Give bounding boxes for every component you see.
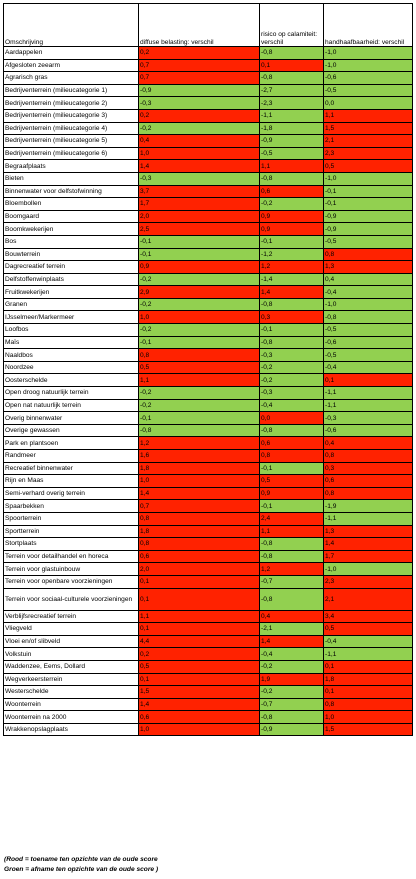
cell-handhaafbaarheid: -0,1 xyxy=(324,198,413,211)
table-row xyxy=(4,311,413,324)
table-row xyxy=(4,286,413,299)
table-row xyxy=(4,424,413,437)
cell-handhaafbaarheid: -0,9 xyxy=(324,223,413,236)
cell-diffuse-belasting: 1,4 xyxy=(139,487,260,500)
cell-risico-op-calamiteit: 0,3 xyxy=(260,311,324,324)
table-row xyxy=(4,122,413,135)
table-row xyxy=(4,673,413,686)
cell-risico-op-calamiteit: 0,9 xyxy=(260,210,324,223)
table-row xyxy=(4,648,413,661)
cell-omschrijving: Bieten xyxy=(4,172,139,185)
cell-omschrijving: Boomkwekerijen xyxy=(4,223,139,236)
cell-diffuse-belasting: -0,1 xyxy=(139,248,260,261)
cell-diffuse-belasting: 1,1 xyxy=(139,610,260,623)
cell-risico-op-calamiteit: -0,2 xyxy=(260,660,324,673)
cell-diffuse-belasting: 0,2 xyxy=(139,648,260,661)
table-row xyxy=(4,450,413,463)
cell-omschrijving: Terrein voor glastuinbouw xyxy=(4,563,139,576)
cell-omschrijving: Recreatief binnenwater xyxy=(4,462,139,475)
cell-risico-op-calamiteit: -0,7 xyxy=(260,698,324,711)
cell-risico-op-calamiteit: 0,6 xyxy=(260,185,324,198)
cell-handhaafbaarheid: -0,1 xyxy=(324,185,413,198)
cell-risico-op-calamiteit: -0,8 xyxy=(260,72,324,85)
cell-diffuse-belasting: 0,1 xyxy=(139,575,260,588)
cell-diffuse-belasting: 2,9 xyxy=(139,286,260,299)
cell-omschrijving: Open droog natuurlijk terrein xyxy=(4,387,139,400)
table-row xyxy=(4,538,413,551)
cell-handhaafbaarheid: 0,1 xyxy=(324,686,413,699)
cell-diffuse-belasting: -0,2 xyxy=(139,298,260,311)
cell-risico-op-calamiteit: -0,2 xyxy=(260,361,324,374)
cell-handhaafbaarheid: 1,3 xyxy=(324,261,413,274)
cell-diffuse-belasting: -0,2 xyxy=(139,122,260,135)
cell-diffuse-belasting: 3,7 xyxy=(139,185,260,198)
cell-handhaafbaarheid: -0,9 xyxy=(324,210,413,223)
table-row xyxy=(4,387,413,400)
cell-diffuse-belasting: 0,8 xyxy=(139,349,260,362)
header-handhaafbaarheid: handhaafbaarheid: verschil xyxy=(324,4,413,47)
cell-risico-op-calamiteit: -1,2 xyxy=(260,248,324,261)
cell-omschrijving: Vloei en/of slibveld xyxy=(4,635,139,648)
cell-handhaafbaarheid: -1,0 xyxy=(324,59,413,72)
cell-handhaafbaarheid: -0,5 xyxy=(324,349,413,362)
cell-omschrijving: Randmeer xyxy=(4,450,139,463)
cell-handhaafbaarheid: 0,5 xyxy=(324,160,413,173)
cell-risico-op-calamiteit: 1,4 xyxy=(260,635,324,648)
cell-diffuse-belasting: -0,2 xyxy=(139,399,260,412)
cell-omschrijving: Bloembollen xyxy=(4,198,139,211)
cell-risico-op-calamiteit: -0,8 xyxy=(260,711,324,724)
cell-risico-op-calamiteit: 1,9 xyxy=(260,673,324,686)
cell-handhaafbaarheid: 0,8 xyxy=(324,698,413,711)
cell-handhaafbaarheid: -0,6 xyxy=(324,72,413,85)
table-row xyxy=(4,160,413,173)
cell-diffuse-belasting: 0,5 xyxy=(139,660,260,673)
cell-diffuse-belasting: -0,2 xyxy=(139,273,260,286)
cell-handhaafbaarheid: 0,4 xyxy=(324,437,413,450)
cell-omschrijving: Granen xyxy=(4,298,139,311)
table-row xyxy=(4,324,413,337)
table-row xyxy=(4,487,413,500)
cell-diffuse-belasting: 1,7 xyxy=(139,198,260,211)
cell-omschrijving: Bedrijventerrein (milieucategorie 5) xyxy=(4,135,139,148)
table-row xyxy=(4,59,413,72)
table-row xyxy=(4,575,413,588)
cell-risico-op-calamiteit: -0,3 xyxy=(260,387,324,400)
table-row xyxy=(4,635,413,648)
table-row xyxy=(4,135,413,148)
table-row xyxy=(4,711,413,724)
table-row xyxy=(4,437,413,450)
cell-omschrijving: Volkstuin xyxy=(4,648,139,661)
cell-handhaafbaarheid: 2,3 xyxy=(324,575,413,588)
cell-handhaafbaarheid: -1,1 xyxy=(324,512,413,525)
cell-omschrijving: Wrakkenopslagplaats xyxy=(4,723,139,736)
table-row xyxy=(4,610,413,623)
cell-risico-op-calamiteit: -0,4 xyxy=(260,648,324,661)
cell-risico-op-calamiteit: -0,1 xyxy=(260,462,324,475)
cell-risico-op-calamiteit: -0,2 xyxy=(260,374,324,387)
cell-risico-op-calamiteit: 0,5 xyxy=(260,475,324,488)
cell-omschrijving: Woonterrein xyxy=(4,698,139,711)
legend-red: (Rood = toename ten opzichte van de oude score xyxy=(4,856,158,863)
cell-risico-op-calamiteit: -1,8 xyxy=(260,122,324,135)
table-row xyxy=(4,349,413,362)
table-row xyxy=(4,261,413,274)
cell-handhaafbaarheid: -1,1 xyxy=(324,387,413,400)
cell-handhaafbaarheid: 1,5 xyxy=(324,723,413,736)
cell-handhaafbaarheid: -0,6 xyxy=(324,336,413,349)
cell-omschrijving: Woonterrein na 2000 xyxy=(4,711,139,724)
cell-handhaafbaarheid: 0,4 xyxy=(324,273,413,286)
cell-omschrijving: Spoorterrein xyxy=(4,512,139,525)
cell-omschrijving: Bedrijventerrein (milieucategorie 6) xyxy=(4,147,139,160)
cell-diffuse-belasting: 0,1 xyxy=(139,673,260,686)
header-risico-op-calamiteit: risico op calamiteit: verschil xyxy=(260,4,324,47)
cell-omschrijving: Bouwterrein xyxy=(4,248,139,261)
cell-handhaafbaarheid: -1,0 xyxy=(324,298,413,311)
header-diffuse-belasting: diffuse belasting: verschil xyxy=(139,4,260,47)
cell-risico-op-calamiteit: 2,4 xyxy=(260,512,324,525)
cell-risico-op-calamiteit: -0,8 xyxy=(260,336,324,349)
cell-handhaafbaarheid: -1,0 xyxy=(324,563,413,576)
cell-handhaafbaarheid: -0,4 xyxy=(324,635,413,648)
cell-diffuse-belasting: 0,2 xyxy=(139,109,260,122)
cell-omschrijving: Terrein voor detailhandel en horeca xyxy=(4,550,139,563)
cell-handhaafbaarheid: 1,7 xyxy=(324,550,413,563)
cell-risico-op-calamiteit: -0,8 xyxy=(260,538,324,551)
cell-diffuse-belasting: 1,2 xyxy=(139,437,260,450)
cell-handhaafbaarheid: 2,3 xyxy=(324,147,413,160)
cell-omschrijving: Terrein voor sociaal-culturele voorzieningen xyxy=(4,588,139,610)
cell-handhaafbaarheid: 0,8 xyxy=(324,487,413,500)
cell-handhaafbaarheid: 0,5 xyxy=(324,623,413,636)
cell-risico-op-calamiteit: 0,6 xyxy=(260,437,324,450)
cell-handhaafbaarheid: -0,3 xyxy=(324,412,413,425)
cell-handhaafbaarheid: -1,1 xyxy=(324,648,413,661)
cell-risico-op-calamiteit: -0,5 xyxy=(260,147,324,160)
cell-risico-op-calamiteit: -0,7 xyxy=(260,575,324,588)
cell-diffuse-belasting: 1,0 xyxy=(139,723,260,736)
cell-diffuse-belasting: 0,9 xyxy=(139,261,260,274)
cell-diffuse-belasting: -0,1 xyxy=(139,235,260,248)
cell-handhaafbaarheid: -0,4 xyxy=(324,286,413,299)
cell-risico-op-calamiteit: 0,9 xyxy=(260,223,324,236)
table-row xyxy=(4,550,413,563)
cell-omschrijving: Dagrecreatief terrein xyxy=(4,261,139,274)
cell-diffuse-belasting: 1,1 xyxy=(139,374,260,387)
cell-omschrijving: Stortplaats xyxy=(4,538,139,551)
cell-omschrijving: Waddenzee, Eems, Dollard xyxy=(4,660,139,673)
table-body xyxy=(4,47,413,736)
cell-omschrijving: Bos xyxy=(4,235,139,248)
cell-omschrijving: Oosterschelde xyxy=(4,374,139,387)
cell-handhaafbaarheid: 1,5 xyxy=(324,122,413,135)
cell-omschrijving: Sportterrein xyxy=(4,525,139,538)
cell-omschrijving: Loofbos xyxy=(4,324,139,337)
cell-risico-op-calamiteit: 0,1 xyxy=(260,59,324,72)
cell-omschrijving: Westerschelde xyxy=(4,686,139,699)
cell-omschrijving: Bedrijventerrein (milieucategorie 3) xyxy=(4,109,139,122)
cell-handhaafbaarheid: 0,1 xyxy=(324,374,413,387)
cell-handhaafbaarheid: -0,4 xyxy=(324,361,413,374)
cell-risico-op-calamiteit: -0,3 xyxy=(260,349,324,362)
table-row xyxy=(4,172,413,185)
cell-omschrijving: Rijn en Maas xyxy=(4,475,139,488)
cell-diffuse-belasting: -0,2 xyxy=(139,387,260,400)
cell-diffuse-belasting: 2,0 xyxy=(139,210,260,223)
table-row xyxy=(4,210,413,223)
cell-risico-op-calamiteit: -0,8 xyxy=(260,424,324,437)
cell-risico-op-calamiteit: -0,8 xyxy=(260,588,324,610)
legend-green: Groen = afname ten opzichte van de oude score ) xyxy=(4,866,159,873)
table-row xyxy=(4,298,413,311)
table-row xyxy=(4,500,413,513)
cell-diffuse-belasting: 0,6 xyxy=(139,711,260,724)
cell-diffuse-belasting: 2,5 xyxy=(139,223,260,236)
cell-omschrijving: Park en plantsoen xyxy=(4,437,139,450)
cell-handhaafbaarheid: -0,6 xyxy=(324,424,413,437)
cell-omschrijving: Bedrijventerrein (milieucategorie 4) xyxy=(4,122,139,135)
cell-handhaafbaarheid: 1,4 xyxy=(324,538,413,551)
table-row xyxy=(4,109,413,122)
cell-risico-op-calamiteit: 0,9 xyxy=(260,487,324,500)
table-row xyxy=(4,723,413,736)
cell-handhaafbaarheid: -0,5 xyxy=(324,84,413,97)
cell-risico-op-calamiteit: -2,7 xyxy=(260,84,324,97)
cell-risico-op-calamiteit: -0,8 xyxy=(260,298,324,311)
cell-diffuse-belasting: -0,9 xyxy=(139,84,260,97)
cell-diffuse-belasting: 0,4 xyxy=(139,135,260,148)
cell-omschrijving: Overig binnenwater xyxy=(4,412,139,425)
table-row xyxy=(4,361,413,374)
cell-risico-op-calamiteit: -0,9 xyxy=(260,135,324,148)
cell-omschrijving: Agrarisch gras xyxy=(4,72,139,85)
table-row xyxy=(4,198,413,211)
cell-risico-op-calamiteit: -0,8 xyxy=(260,47,324,60)
cell-diffuse-belasting: 2,0 xyxy=(139,563,260,576)
cell-diffuse-belasting: 1,0 xyxy=(139,147,260,160)
cell-risico-op-calamiteit: -1,4 xyxy=(260,273,324,286)
cell-diffuse-belasting: -0,1 xyxy=(139,412,260,425)
cell-risico-op-calamiteit: -2,3 xyxy=(260,97,324,110)
table-row xyxy=(4,588,413,610)
cell-risico-op-calamiteit: -0,1 xyxy=(260,235,324,248)
cell-omschrijving: Delfstoffenwinplaats xyxy=(4,273,139,286)
cell-diffuse-belasting: 0,7 xyxy=(139,500,260,513)
cell-handhaafbaarheid: -1,0 xyxy=(324,47,413,60)
cell-diffuse-belasting: 0,6 xyxy=(139,550,260,563)
cell-diffuse-belasting: 0,8 xyxy=(139,538,260,551)
cell-handhaafbaarheid: 1,0 xyxy=(324,711,413,724)
table-row xyxy=(4,412,413,425)
cell-risico-op-calamiteit: -0,4 xyxy=(260,399,324,412)
cell-handhaafbaarheid: 0,3 xyxy=(324,462,413,475)
cell-diffuse-belasting: -0,1 xyxy=(139,336,260,349)
cell-diffuse-belasting: 1,8 xyxy=(139,525,260,538)
cell-omschrijving: Maïs xyxy=(4,336,139,349)
cell-omschrijving: Binnenwater voor delfstofwinning xyxy=(4,185,139,198)
table-row xyxy=(4,273,413,286)
cell-risico-op-calamiteit: 0,4 xyxy=(260,610,324,623)
cell-handhaafbaarheid: 1,1 xyxy=(324,109,413,122)
cell-diffuse-belasting: 0,1 xyxy=(139,623,260,636)
cell-omschrijving: Begraafplaats xyxy=(4,160,139,173)
cell-diffuse-belasting: 1,6 xyxy=(139,450,260,463)
cell-omschrijving: Bedrijventerrein (milieucategorie 2) xyxy=(4,97,139,110)
header-omschrijving: Omschrijving xyxy=(4,4,139,47)
cell-handhaafbaarheid: 2,1 xyxy=(324,588,413,610)
cell-handhaafbaarheid: 2,1 xyxy=(324,135,413,148)
cell-diffuse-belasting: 0,7 xyxy=(139,59,260,72)
table-row xyxy=(4,525,413,538)
table-row xyxy=(4,399,413,412)
table-row xyxy=(4,147,413,160)
cell-omschrijving: Spaarbekken xyxy=(4,500,139,513)
cell-diffuse-belasting: -0,8 xyxy=(139,424,260,437)
cell-handhaafbaarheid: -0,5 xyxy=(324,324,413,337)
table-row xyxy=(4,660,413,673)
table-row xyxy=(4,72,413,85)
cell-handhaafbaarheid: 1,3 xyxy=(324,525,413,538)
cell-risico-op-calamiteit: 1,1 xyxy=(260,525,324,538)
cell-risico-op-calamiteit: -0,1 xyxy=(260,500,324,513)
cell-handhaafbaarheid: 0,8 xyxy=(324,450,413,463)
table-row xyxy=(4,185,413,198)
table-row xyxy=(4,623,413,636)
cell-diffuse-belasting: 4,4 xyxy=(139,635,260,648)
table-row xyxy=(4,223,413,236)
cell-diffuse-belasting: 0,8 xyxy=(139,512,260,525)
cell-omschrijving: Vliegveld xyxy=(4,623,139,636)
table-row xyxy=(4,462,413,475)
cell-risico-op-calamiteit: 1,2 xyxy=(260,261,324,274)
cell-risico-op-calamiteit: 1,1 xyxy=(260,160,324,173)
cell-diffuse-belasting: 1,8 xyxy=(139,462,260,475)
cell-diffuse-belasting: 0,5 xyxy=(139,361,260,374)
cell-diffuse-belasting: 0,7 xyxy=(139,72,260,85)
cell-risico-op-calamiteit: -0,8 xyxy=(260,172,324,185)
cell-handhaafbaarheid: -0,5 xyxy=(324,235,413,248)
cell-omschrijving: Afgesloten zeearm xyxy=(4,59,139,72)
cell-diffuse-belasting: 0,2 xyxy=(139,47,260,60)
cell-risico-op-calamiteit: 1,4 xyxy=(260,286,324,299)
table-row xyxy=(4,512,413,525)
cell-omschrijving: Bedrijventerrein (milieucategorie 1) xyxy=(4,84,139,97)
cell-omschrijving: Overige gewassen xyxy=(4,424,139,437)
cell-omschrijving: Wegverkeersterrein xyxy=(4,673,139,686)
cell-handhaafbaarheid: 3,4 xyxy=(324,610,413,623)
table-row xyxy=(4,698,413,711)
cell-handhaafbaarheid: 0,6 xyxy=(324,475,413,488)
table-row xyxy=(4,248,413,261)
cell-handhaafbaarheid: 0,8 xyxy=(324,248,413,261)
cell-diffuse-belasting: -0,2 xyxy=(139,324,260,337)
cell-omschrijving: Verblijfsrecreatief terrein xyxy=(4,610,139,623)
cell-risico-op-calamiteit: -0,2 xyxy=(260,198,324,211)
cell-omschrijving: Open nat natuurlijk terrein xyxy=(4,399,139,412)
cell-handhaafbaarheid: -1,9 xyxy=(324,500,413,513)
cell-risico-op-calamiteit: -0,8 xyxy=(260,550,324,563)
cell-omschrijving: IJsselmeer/Markermeer xyxy=(4,311,139,324)
cell-risico-op-calamiteit: -0,1 xyxy=(260,324,324,337)
cell-omschrijving: Aardappelen xyxy=(4,47,139,60)
cell-diffuse-belasting: -0,3 xyxy=(139,172,260,185)
cell-risico-op-calamiteit: 0,0 xyxy=(260,412,324,425)
table-row xyxy=(4,97,413,110)
cell-risico-op-calamiteit: 0,8 xyxy=(260,450,324,463)
cell-diffuse-belasting: 1,0 xyxy=(139,475,260,488)
cell-omschrijving: Terrein voor openbare voorzieningen xyxy=(4,575,139,588)
cell-diffuse-belasting: 1,4 xyxy=(139,698,260,711)
cell-omschrijving: Noordzee xyxy=(4,361,139,374)
cell-handhaafbaarheid: -1,0 xyxy=(324,172,413,185)
table-row xyxy=(4,235,413,248)
table-row xyxy=(4,475,413,488)
cell-diffuse-belasting: 1,0 xyxy=(139,311,260,324)
table-header-row xyxy=(4,4,413,47)
cell-diffuse-belasting: 1,5 xyxy=(139,686,260,699)
table-row xyxy=(4,336,413,349)
table-row xyxy=(4,47,413,60)
cell-diffuse-belasting: 0,1 xyxy=(139,588,260,610)
cell-risico-op-calamiteit: -0,9 xyxy=(260,723,324,736)
cell-diffuse-belasting: -0,3 xyxy=(139,97,260,110)
table-row xyxy=(4,563,413,576)
cell-risico-op-calamiteit: -2,1 xyxy=(260,623,324,636)
cell-omschrijving: Semi-verhard overig terrein xyxy=(4,487,139,500)
cell-handhaafbaarheid: 1,8 xyxy=(324,673,413,686)
table-row xyxy=(4,374,413,387)
cell-risico-op-calamiteit: -1,1 xyxy=(260,109,324,122)
cell-risico-op-calamiteit: 1,2 xyxy=(260,563,324,576)
cell-handhaafbaarheid: 0,1 xyxy=(324,660,413,673)
table-row xyxy=(4,84,413,97)
cell-handhaafbaarheid: -0,8 xyxy=(324,311,413,324)
cell-omschrijving: Boomgaard xyxy=(4,210,139,223)
cell-handhaafbaarheid: 0,0 xyxy=(324,97,413,110)
score-table xyxy=(3,3,413,736)
cell-risico-op-calamiteit: -0,2 xyxy=(260,686,324,699)
cell-diffuse-belasting: 1,4 xyxy=(139,160,260,173)
table-row xyxy=(4,686,413,699)
cell-omschrijving: Naaldbos xyxy=(4,349,139,362)
cell-omschrijving: Fruitkwekerijen xyxy=(4,286,139,299)
cell-handhaafbaarheid: -1,1 xyxy=(324,399,413,412)
